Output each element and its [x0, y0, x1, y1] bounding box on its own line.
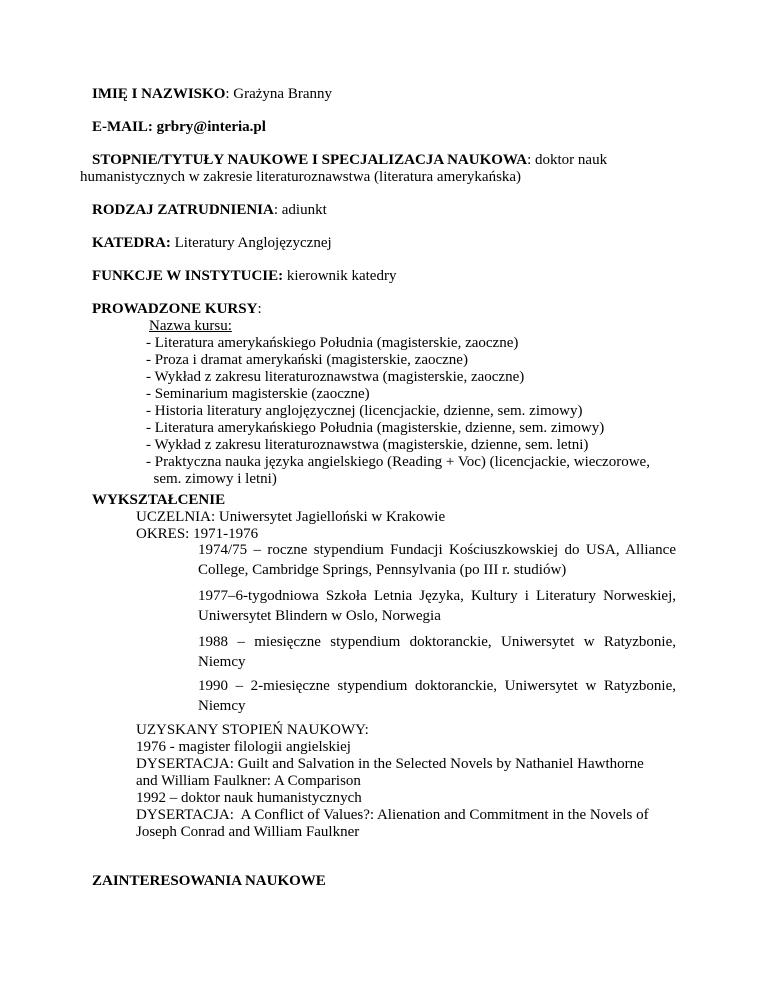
course-item: - Literatura amerykańskiego Południa (magisterskie, dzienne, sem. zimowy)	[146, 420, 605, 436]
department-label: KATEDRA:	[92, 235, 171, 251]
department-line	[92, 235, 332, 252]
education-university: UCZELNIA: Uniwersytet Jagielloński w Krakowie	[136, 509, 446, 525]
degrees-label: STOPNIE/TYTUŁY NAUKOWE I SPECJALIZACJA NAUKOWA	[92, 152, 528, 168]
employment-line	[92, 202, 327, 219]
course-item: - Seminarium magisterskie (zaoczne)	[146, 386, 370, 402]
degree-line: 1976 - magister filologii angielskiej	[136, 739, 351, 755]
courses-colon: :	[257, 301, 262, 317]
education-period: OKRES: 1971-1976	[136, 526, 259, 542]
courses-line	[92, 301, 262, 318]
degree-line: Joseph Conrad and William Faulkner	[136, 824, 360, 840]
degrees-value-cont: humanistycznych w zakresie literaturoznawstwa (literatura amerykańska)	[80, 169, 522, 185]
courses-label: PROWADZONE KURSY	[92, 301, 258, 317]
employment-value: : adiunkt	[273, 202, 327, 218]
email-line: E-MAIL: grbry@interia.pl	[92, 119, 266, 135]
degrees-line	[92, 152, 607, 169]
course-item: - Wykład z zakresu literaturoznawstwa (magisterskie, zaoczne)	[146, 369, 525, 385]
course-item: - Proza i dramat amerykański (magisterskie, zaoczne)	[146, 352, 468, 368]
education-stay: 1990 – 2-miesięczne stypendium doktoranckie, Uniwersytet w Ratyzbonie, Niemcy	[198, 678, 676, 714]
course-item: - Wykład z zakresu literaturoznawstwa (magisterskie, dzienne, sem. letni)	[146, 437, 589, 453]
degrees-value: : doktor nauk	[527, 152, 608, 168]
functions-line	[92, 268, 396, 285]
degree-line: and William Faulkner: A Comparison	[136, 773, 361, 789]
functions-label: FUNKCJE W INSTYTUCIE:	[92, 268, 284, 284]
education-stay: 1974/75 – roczne stypendium Fundacji Kościuszkowskiej do USA, Alliance College, Cambridge Springs, Pennsylvania (po III r. studiów)	[198, 542, 676, 578]
name-line	[92, 86, 332, 103]
degree-line: DYSERTACJA: Guilt and Salvation in the Selected Novels by Nathaniel Hawthorne	[136, 756, 644, 772]
name-value: : Grażyna Branny	[225, 86, 332, 102]
degree-line: 1992 – doktor nauk humanistycznych	[136, 790, 362, 806]
functions-value: kierownik katedry	[283, 268, 397, 284]
employment-label: RODZAJ ZATRUDNIENIA	[92, 202, 274, 218]
course-item: - Historia literatury anglojęzycznej (licencjackie, dzienne, sem. zimowy)	[146, 403, 583, 419]
education-stay: 1977–6-tygodniowa Szkoła Letnia Języka, Kultury i Literatury Norweskiej, Uniwersytet Blindern w Oslo, Norwegia	[198, 588, 676, 624]
department-value: Literatury Anglojęzycznej	[170, 235, 332, 251]
name-label: IMIĘ I NAZWISKO	[92, 86, 226, 102]
interests-heading: ZAINTERESOWANIA NAUKOWE	[92, 873, 326, 889]
course-item: - Literatura amerykańskiego Południa (magisterskie, zaoczne)	[146, 335, 519, 351]
course-item: sem. zimowy i letni)	[146, 471, 277, 487]
education-heading: WYKSZTAŁCENIE	[92, 492, 226, 508]
courses-heading: Nazwa kursu:	[149, 318, 232, 334]
course-item: - Praktyczna nauka języka angielskiego (Reading + Voc) (licencjackie, wieczorowe,	[146, 454, 650, 470]
education-stay: 1988 – miesięczne stypendium doktoranckie, Uniwersytet w Ratyzbonie, Niemcy	[198, 634, 676, 670]
degree-line: DYSERTACJA: A Conflict of Values?: Alienation and Commitment in the Novels of	[136, 807, 649, 823]
degree-line: UZYSKANY STOPIEŃ NAUKOWY:	[136, 722, 369, 738]
